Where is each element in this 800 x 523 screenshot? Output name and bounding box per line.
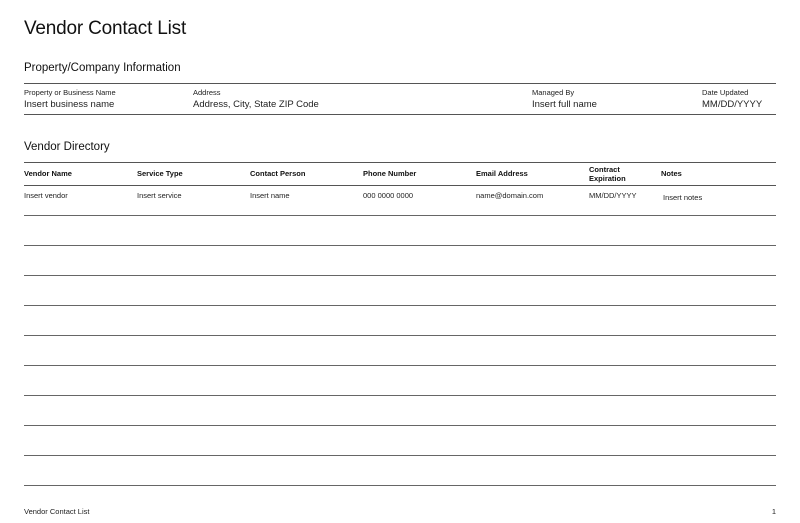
- table-cell[interactable]: MM/DD/YYYY: [589, 191, 637, 200]
- page-number: 1: [771, 507, 776, 516]
- field-label: Date Updated: [702, 88, 749, 97]
- property-section-heading: Property/Company Information: [24, 62, 181, 74]
- column-header: Service Type: [137, 169, 183, 178]
- table-row: [24, 246, 776, 276]
- table-body: [24, 186, 776, 486]
- table-row: [24, 186, 776, 216]
- table-cell[interactable]: 000 0000 0000: [363, 191, 414, 200]
- column-header: Contact Person: [250, 169, 306, 178]
- table-row: [24, 426, 776, 456]
- table-cell[interactable]: Insert name: [250, 191, 290, 200]
- footer-title: Vendor Contact List: [24, 507, 90, 516]
- table-row: [24, 456, 776, 486]
- table-cell[interactable]: Insert notes: [663, 193, 703, 202]
- field-label: Property or Business Name: [24, 88, 116, 97]
- table-row: [24, 396, 776, 426]
- table-header: [24, 162, 776, 186]
- table-cell[interactable]: Insert vendor: [24, 191, 68, 200]
- directory-section-heading: Vendor Directory: [24, 141, 110, 153]
- field-label: Managed By: [532, 88, 575, 97]
- table-row: [24, 306, 776, 336]
- column-header: Vendor Name: [24, 169, 72, 178]
- address-field[interactable]: Address, City, State ZIP Code: [193, 99, 319, 110]
- column-header: Phone Number: [363, 169, 417, 178]
- column-header: Notes: [661, 169, 682, 178]
- table-row: [24, 216, 776, 246]
- vendor-directory-table: [24, 162, 776, 486]
- page-title: Vendor Contact List: [24, 18, 187, 39]
- table-row: [24, 366, 776, 396]
- column-header: Contract Expiration: [589, 165, 626, 183]
- table-row: [24, 336, 776, 366]
- date-updated-field[interactable]: MM/DD/YYYY: [702, 99, 763, 110]
- column-header: Email Address: [476, 169, 528, 178]
- managed-by-field[interactable]: Insert full name: [532, 99, 597, 110]
- business-name-field[interactable]: Insert business name: [24, 99, 115, 110]
- table-cell[interactable]: Insert service: [137, 191, 182, 200]
- table-row: [24, 276, 776, 306]
- field-label: Address: [193, 88, 221, 97]
- table-cell[interactable]: name@domain.com: [476, 191, 544, 200]
- property-info-table: [24, 83, 776, 115]
